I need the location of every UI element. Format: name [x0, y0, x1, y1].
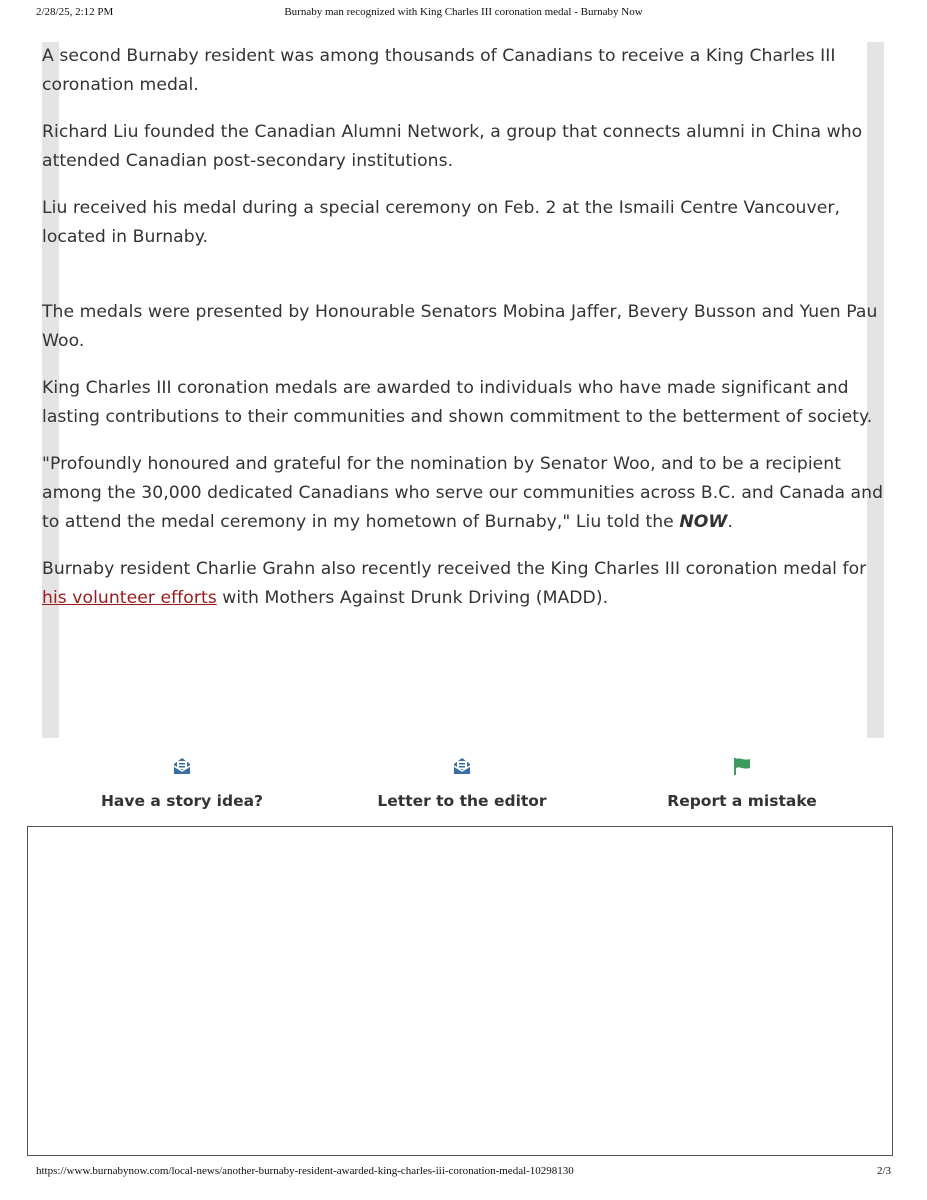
report-mistake-label: Report a mistake [667, 792, 817, 810]
print-page-title: Burnaby man recognized with King Charles III coronation medal - Burnaby Now [284, 6, 643, 18]
envelope-icon [322, 756, 602, 778]
paragraph-end: with Mothers Against Drunk Driving (MADD). [216, 588, 609, 608]
article-paragraph-quote [42, 450, 884, 537]
quote-end: . [727, 512, 733, 532]
article-body [42, 42, 884, 613]
embedded-frame [27, 826, 893, 1156]
story-idea-label: Have a story idea? [100, 792, 264, 810]
print-datetime: 2/28/25, 2:12 PM [36, 6, 114, 18]
print-url: https://www.burnabynow.com/local-news/another-burnaby-resident-awarded-king-charles-iii-coronation-medal-10298130 [36, 1165, 574, 1177]
letter-to-editor-button[interactable] [322, 740, 602, 826]
envelope-icon [42, 756, 322, 778]
story-idea-button[interactable] [42, 740, 322, 826]
publication-name: NOW [679, 512, 728, 532]
print-header [0, 0, 927, 24]
paragraph-start: Burnaby resident Charlie Grahn also recently received the King Charles III coronation medal for [42, 559, 867, 579]
quote-text: "Profoundly honoured and grateful for the nomination by Senator Woo, and to be a recipient among the 30,000 dedicated Canadians who serve our communities across B.C. and Canada and to attend the medal ceremony in my hometown of Burnaby," Liu told the [42, 454, 884, 532]
feedback-actions [42, 740, 882, 826]
print-page-number: 2/3 [876, 1165, 891, 1177]
article-paragraph: A second Burnaby resident was among thousands of Canadians to receive a King Charles III coronation medal. [42, 46, 836, 95]
print-footer [0, 1160, 927, 1180]
article-paragraph-link [42, 555, 884, 613]
article-paragraph: The medals were presented by Honourable Senators Mobina Jaffer, Bevery Busson and Yuen Pau Woo. [42, 302, 878, 351]
article-paragraph: Richard Liu founded the Canadian Alumni Network, a group that connects alumni in China who attended Canadian post-secondary institutions. [42, 122, 863, 171]
flag-icon [602, 756, 882, 778]
volunteer-efforts-link[interactable]: his volunteer efforts [42, 588, 217, 608]
letter-to-editor-label: Letter to the editor [377, 792, 547, 810]
article-paragraph: King Charles III coronation medals are awarded to individuals who have made significant and lasting contributions to their communities and shown commitment to the betterment of society. [42, 378, 873, 427]
report-mistake-button[interactable] [602, 740, 882, 826]
article-paragraph: Liu received his medal during a special ceremony on Feb. 2 at the Ismaili Centre Vancouver, located in Burnaby. [42, 198, 840, 247]
